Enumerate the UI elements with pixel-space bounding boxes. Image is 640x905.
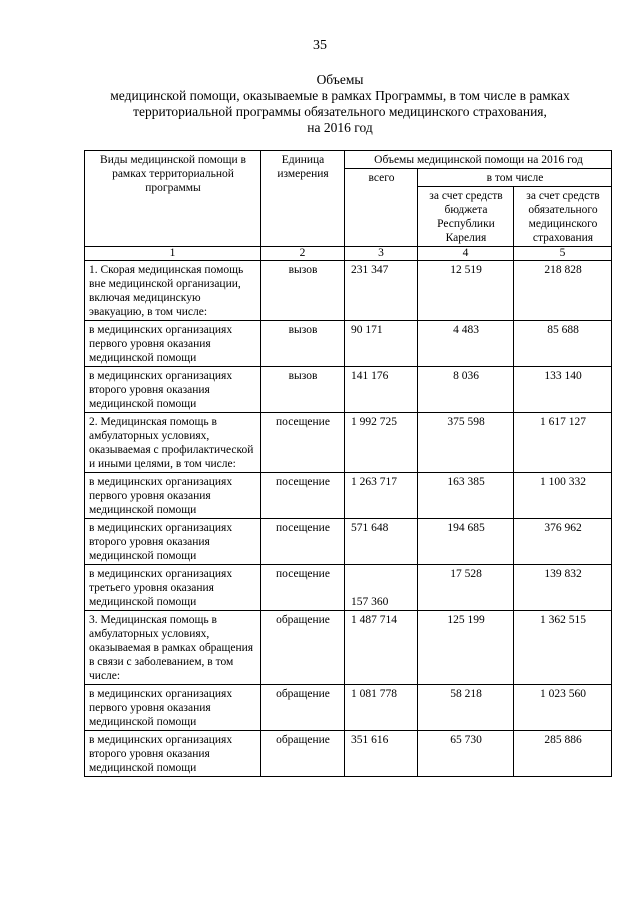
budget-cell: 8 036 — [418, 367, 514, 413]
oms-cell: 1 100 332 — [514, 473, 612, 519]
header-volumes-group: Объемы медицинской помощи на 2016 год — [345, 151, 612, 169]
total-cell: 571 648 — [345, 519, 418, 565]
header-including: в том числе — [418, 169, 612, 187]
oms-cell: 218 828 — [514, 261, 612, 321]
title-line: на 2016 год — [307, 120, 373, 135]
unit-cell: обращение — [261, 611, 345, 685]
title-line: территориальной программы обязательного медицинского страхования, — [133, 104, 547, 119]
column-number: 3 — [345, 247, 418, 261]
care-type-cell: 1. Скорая медицинская помощь вне медицинской организации, включая медицинскую эвакуацию, в том числе: — [85, 261, 261, 321]
title-line: медицинской помощи, оказываемые в рамках Программы, в том числе в рамках — [110, 88, 570, 103]
volumes-table — [84, 150, 612, 777]
care-type-cell: 2. Медицинская помощь в амбулаторных условиях, оказываемая с профилактической и иными целями, в том числе: — [85, 413, 261, 473]
table-row — [85, 611, 612, 685]
unit-cell: обращение — [261, 685, 345, 731]
care-type-cell: в медицинских организациях первого уровня оказания медицинской помощи — [85, 473, 261, 519]
header-unit: Единица измерения — [261, 151, 345, 247]
care-type-cell: в медицинских организациях первого уровня оказания медицинской помощи — [85, 685, 261, 731]
unit-cell: вызов — [261, 261, 345, 321]
document-title — [60, 72, 620, 136]
table-row — [85, 731, 612, 777]
table-row — [85, 261, 612, 321]
table-row — [85, 413, 612, 473]
header-row — [85, 151, 612, 169]
total-cell: 1 263 717 — [345, 473, 418, 519]
column-number: 4 — [418, 247, 514, 261]
oms-cell: 133 140 — [514, 367, 612, 413]
oms-cell: 1 617 127 — [514, 413, 612, 473]
header-budget: за счет средств бюджета Республики Карелия — [418, 187, 514, 247]
unit-cell: посещение — [261, 519, 345, 565]
total-cell: 141 176 — [345, 367, 418, 413]
budget-cell: 17 528 — [418, 565, 514, 611]
budget-cell: 375 598 — [418, 413, 514, 473]
table-row — [85, 685, 612, 731]
column-number: 2 — [261, 247, 345, 261]
oms-cell: 1 023 560 — [514, 685, 612, 731]
total-cell: 1 992 725 — [345, 413, 418, 473]
total-cell: 1 487 714 — [345, 611, 418, 685]
header-oms: за счет средств обязательного медицинского страхования — [514, 187, 612, 247]
unit-cell: вызов — [261, 321, 345, 367]
oms-cell: 376 962 — [514, 519, 612, 565]
column-number: 1 — [85, 247, 261, 261]
unit-cell: обращение — [261, 731, 345, 777]
care-type-cell: в медицинских организациях второго уровня оказания медицинской помощи — [85, 519, 261, 565]
unit-cell: вызов — [261, 367, 345, 413]
budget-cell: 163 385 — [418, 473, 514, 519]
table-row — [85, 367, 612, 413]
page-number: 35 — [313, 38, 327, 53]
budget-cell: 12 519 — [418, 261, 514, 321]
oms-cell: 285 886 — [514, 731, 612, 777]
header-total: всего — [345, 169, 418, 247]
table-row — [85, 321, 612, 367]
unit-cell: посещение — [261, 473, 345, 519]
table-row — [85, 519, 612, 565]
care-type-cell: в медицинских организациях второго уровня оказания медицинской помощи — [85, 731, 261, 777]
oms-cell: 85 688 — [514, 321, 612, 367]
budget-cell: 65 730 — [418, 731, 514, 777]
total-cell: 351 616 — [345, 731, 418, 777]
budget-cell: 125 199 — [418, 611, 514, 685]
care-type-cell: в медицинских организациях третьего уровня оказания медицинской помощи — [85, 565, 261, 611]
column-number: 5 — [514, 247, 612, 261]
care-type-cell: 3. Медицинская помощь в амбулаторных условиях, оказываемая в рамках обращения в связи с заболеванием, в том числе: — [85, 611, 261, 685]
total-cell: 90 171 — [345, 321, 418, 367]
total-cell: 1 081 778 — [345, 685, 418, 731]
column-number-row — [85, 247, 612, 261]
table-row — [85, 565, 612, 611]
header-care-type: Виды медицинской помощи в рамках территориальной программы — [85, 151, 261, 247]
table-body — [85, 151, 612, 777]
total-cell: 157 360 — [345, 565, 418, 611]
budget-cell: 58 218 — [418, 685, 514, 731]
oms-cell: 139 832 — [514, 565, 612, 611]
unit-cell: посещение — [261, 413, 345, 473]
unit-cell: посещение — [261, 565, 345, 611]
care-type-cell: в медицинских организациях второго уровня оказания медицинской помощи — [85, 367, 261, 413]
oms-cell: 1 362 515 — [514, 611, 612, 685]
budget-cell: 194 685 — [418, 519, 514, 565]
table-row — [85, 473, 612, 519]
title-line: Объемы — [316, 72, 364, 87]
care-type-cell: в медицинских организациях первого уровня оказания медицинской помощи — [85, 321, 261, 367]
total-cell: 231 347 — [345, 261, 418, 321]
budget-cell: 4 483 — [418, 321, 514, 367]
